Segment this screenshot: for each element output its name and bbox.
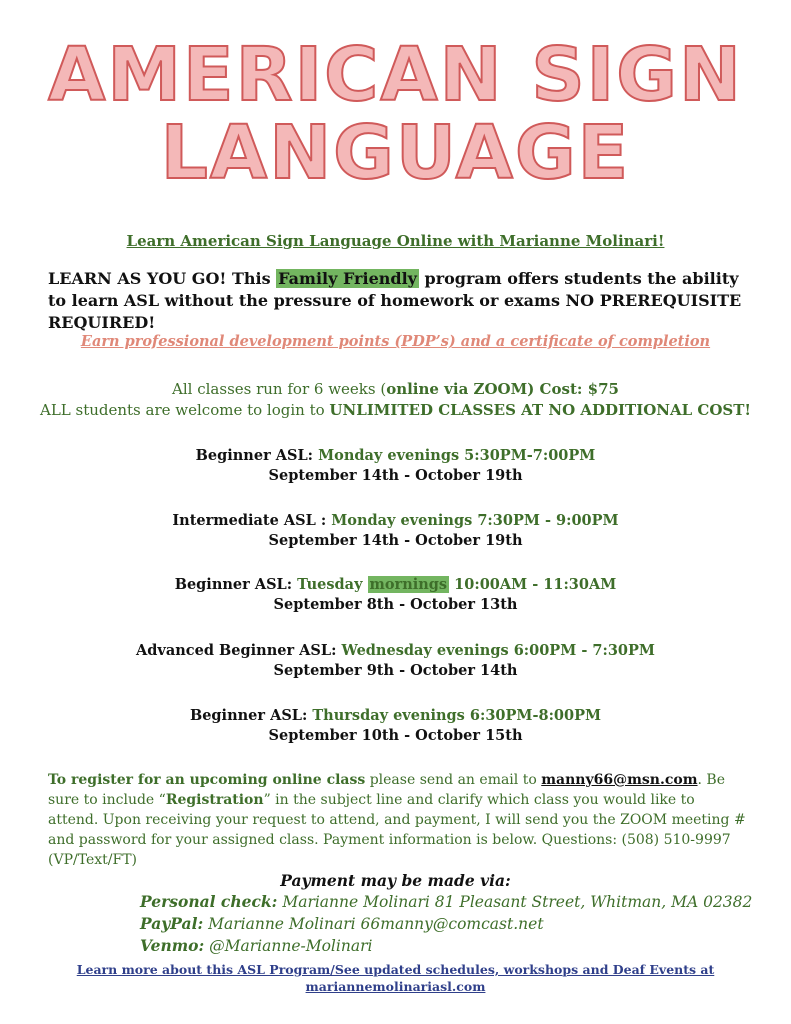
- schedule-time: Wednesday evenings 6:00PM - 7:30PM: [341, 642, 655, 659]
- classes-line-2: [0, 400, 791, 421]
- schedule-item: [0, 575, 791, 615]
- payment-venmo: [140, 935, 760, 957]
- footer-link[interactable]: [0, 961, 791, 995]
- subtitle: Learn American Sign Language Online with Marianne Molinari!: [126, 232, 665, 250]
- payment-methods: [140, 891, 760, 957]
- classes-unlimited: UNLIMITED CLASSES AT NO ADDITIONAL COST!: [329, 401, 751, 419]
- schedule-dates: September 9th - October 14th: [273, 662, 518, 679]
- intro-text-2: program offers students the ability to learn ASL without the pressure of homework or exams NO PREREQUISITE REQUIRED!: [48, 269, 742, 332]
- classes-info: [0, 379, 791, 421]
- payment-label: Personal check:: [140, 892, 278, 911]
- classes-online: online via ZOOM: [386, 380, 528, 398]
- schedule-time-highlight: mornings: [369, 576, 448, 593]
- schedule-time: 10:00AM - 11:30AM: [449, 576, 617, 593]
- payment-value: @Marianne-Molinari: [204, 937, 373, 955]
- intro-paragraph: [48, 268, 748, 334]
- classes-text-2: ALL students are welcome to login to: [39, 401, 330, 419]
- pdp-note: Earn professional development points (PDP’s) and a certificate of completion: [80, 333, 711, 350]
- schedule-level: Beginner ASL:: [189, 707, 313, 724]
- payment-paypal: [140, 913, 760, 935]
- register-text: please send an email to: [365, 772, 542, 788]
- schedule-time: Thursday evenings 6:30PM-8:00PM: [312, 707, 602, 724]
- title-line-1: AMERICAN SIGN: [48, 32, 743, 118]
- schedule-dates: September 14th - October 19th: [268, 532, 523, 549]
- payment-label: Venmo:: [140, 936, 205, 955]
- schedule-time: Monday evenings 7:30PM - 9:00PM: [331, 512, 619, 529]
- payment-check: [140, 891, 760, 913]
- schedule-item: [0, 446, 791, 486]
- title-banner: [0, 32, 791, 196]
- schedule-dates: September 10th - October 15th: [268, 727, 523, 744]
- intro-text-1: LEARN AS YOU GO! This: [48, 269, 277, 288]
- payment-value: Marianne Molinari 66manny@comcast.net: [203, 915, 544, 933]
- website-link[interactable]: mariannemolinariasl.com: [305, 979, 486, 994]
- payment-heading: Payment may be made via:: [280, 871, 511, 890]
- schedule-dates: September 14th - October 19th: [268, 467, 523, 484]
- classes-text: All classes run for 6 weeks (: [172, 380, 387, 398]
- schedule-time: Monday evenings 5:30PM-7:00PM: [318, 447, 596, 464]
- register-lead: To register for an upcoming online class: [48, 772, 366, 788]
- register-text: . Be sure to include “: [48, 772, 726, 808]
- schedule-level: Advanced Beginner ASL:: [136, 642, 342, 659]
- schedule-item: [0, 706, 791, 746]
- schedule-level: Beginner ASL:: [195, 447, 319, 464]
- register-keyword: Registration: [165, 792, 264, 808]
- intro-highlight: Family Friendly: [278, 269, 417, 288]
- schedule-item: [0, 641, 791, 681]
- title-line-2: LANGUAGE: [160, 110, 631, 196]
- classes-cost: ) Cost: $75: [527, 380, 619, 398]
- registration-paragraph: [48, 770, 748, 870]
- payment-label: PayPal:: [140, 914, 204, 933]
- payment-value: Marianne Molinari 81 Pleasant Street, Whitman, MA 02382: [277, 893, 753, 911]
- footer-line-1[interactable]: Learn more about this ASL Program/See updated schedules, workshops and Deaf Events at: [76, 962, 715, 977]
- schedule-level: Intermediate ASL :: [172, 512, 332, 529]
- classes-line-1: [0, 379, 791, 400]
- schedule-level: Beginner ASL:: [174, 576, 298, 593]
- register-text: ” in the subject line and clarify which class you would like to attend. Upon receiving your request to attend, and payment, I will send you the ZOOM meeting # and password for your assigned class. Payment information is below. Questions: (508) 510-9997 (VP/Text/FT): [48, 792, 746, 868]
- email-link[interactable]: manny66@msn.com: [541, 772, 698, 788]
- schedule-dates: September 8th - October 13th: [273, 596, 518, 613]
- schedule-time: Tuesday: [297, 576, 368, 593]
- schedule-item: [0, 511, 791, 551]
